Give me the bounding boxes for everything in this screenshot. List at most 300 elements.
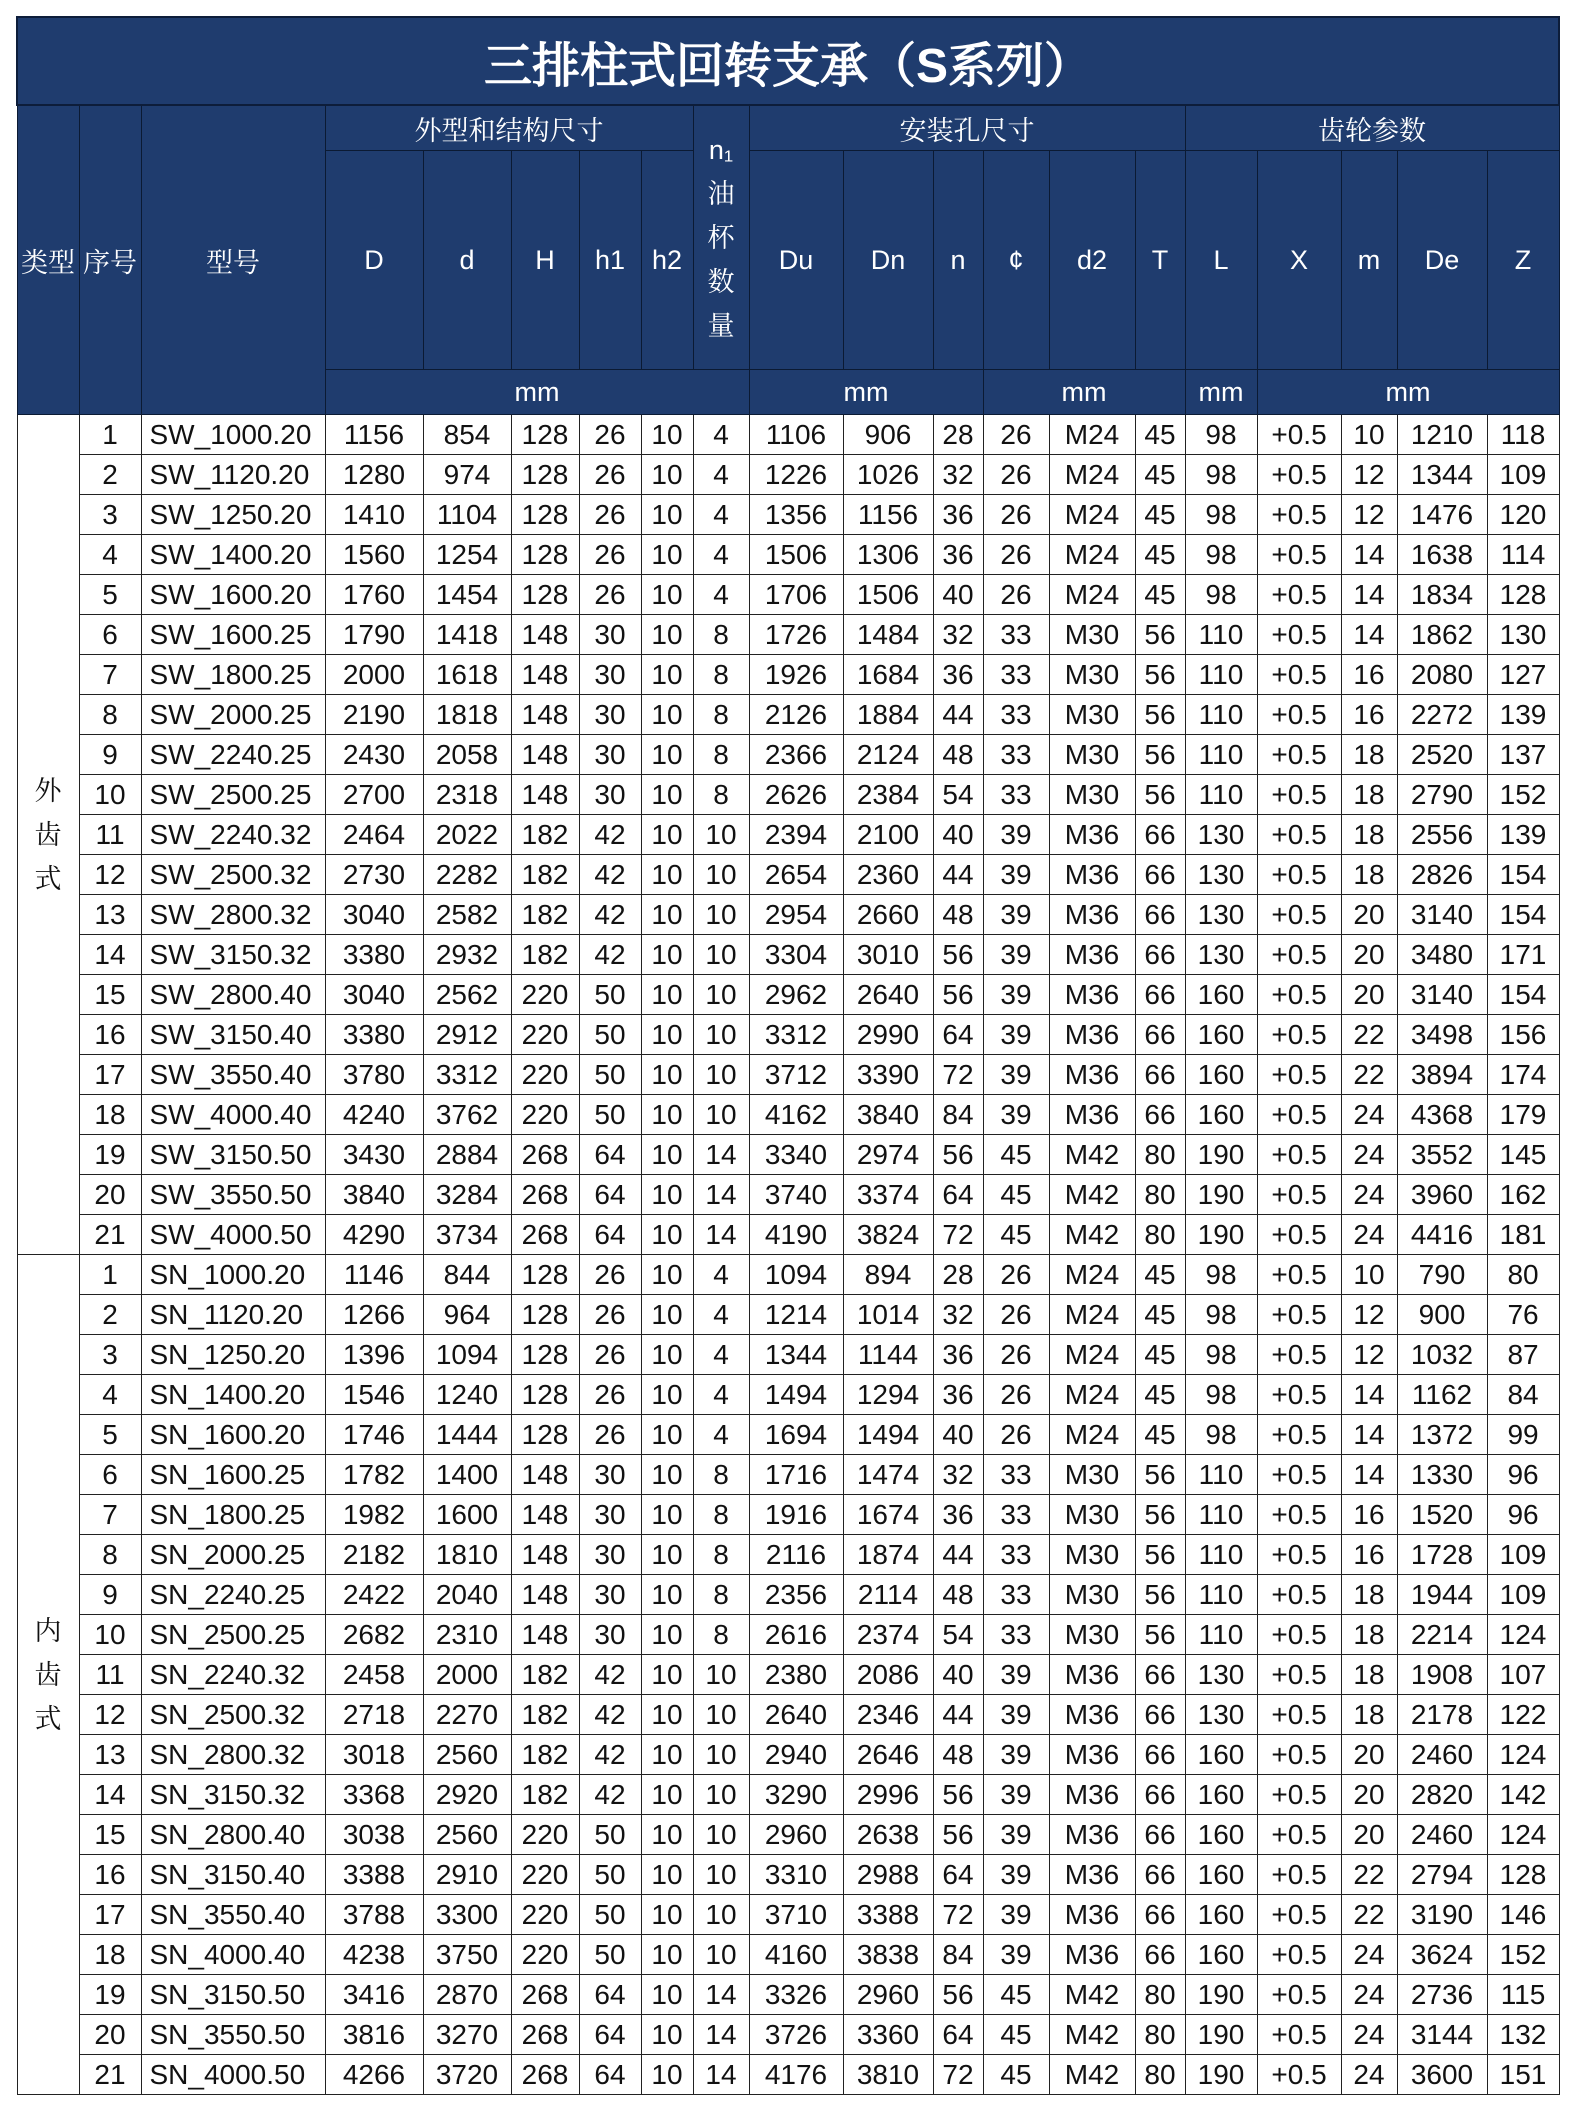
table-cell: M42 [1049, 1975, 1135, 2015]
table-cell: 54 [933, 775, 983, 815]
table-cell: 182 [511, 935, 579, 975]
table-cell: M36 [1049, 1775, 1135, 1815]
table-cell: 8 [79, 695, 141, 735]
table-cell: 1476 [1397, 495, 1487, 535]
table-cell: 10 [641, 415, 693, 455]
table-cell: 98 [1185, 1255, 1257, 1295]
table-cell: 2178 [1397, 1695, 1487, 1735]
table-cell: 10 [693, 1015, 749, 1055]
table-cell: 124 [1487, 1815, 1559, 1855]
table-cell: 1618 [423, 655, 511, 695]
table-cell: 110 [1185, 775, 1257, 815]
table-cell: 128 [511, 1255, 579, 1295]
table-cell: 2700 [325, 775, 423, 815]
table-cell: 14 [1341, 1415, 1397, 1455]
table-cell: 1674 [843, 1495, 933, 1535]
table-cell: 2960 [843, 1975, 933, 2015]
table-cell: 2214 [1397, 1615, 1487, 1655]
model-cell: SW_1600.25 [141, 615, 325, 655]
model-cell: SN_3150.50 [141, 1975, 325, 2015]
table-cell: 181 [1487, 1215, 1559, 1255]
header-h2: h2 [641, 151, 693, 370]
header-model: 型号 [141, 105, 325, 415]
table-cell: M30 [1049, 1455, 1135, 1495]
table-cell: 72 [933, 1215, 983, 1255]
table-cell: 17 [79, 1055, 141, 1095]
table-cell: 4240 [325, 1095, 423, 1135]
model-cell: SN_1400.20 [141, 1375, 325, 1415]
table-cell: 8 [693, 1455, 749, 1495]
table-cell: 268 [511, 1975, 579, 2015]
model-cell: SW_1000.20 [141, 415, 325, 455]
table-cell: 3734 [423, 1215, 511, 1255]
table-cell: 130 [1185, 855, 1257, 895]
table-cell: 26 [579, 1335, 641, 1375]
model-cell: SN_4000.50 [141, 2055, 325, 2095]
table-cell: 26 [579, 1295, 641, 1335]
table-cell: 42 [579, 1775, 641, 1815]
table-cell: M24 [1049, 415, 1135, 455]
type-char: 外 [34, 775, 62, 806]
table-cell: 1916 [749, 1495, 843, 1535]
table-cell: 110 [1185, 695, 1257, 735]
table-cell: 56 [1135, 695, 1185, 735]
table-cell: 24 [1341, 1135, 1397, 1175]
table-cell: 2932 [423, 935, 511, 975]
table-cell: 3780 [325, 1055, 423, 1095]
table-cell: 128 [511, 1335, 579, 1375]
table-cell: 39 [983, 975, 1049, 1015]
table-cell: 3838 [843, 1935, 933, 1975]
table-cell: 10 [641, 1775, 693, 1815]
table-cell: 3960 [1397, 1175, 1487, 1215]
table-cell: 15 [79, 975, 141, 1015]
table-cell: 16 [1341, 655, 1397, 695]
table-cell: M30 [1049, 1575, 1135, 1615]
table-row [17, 1535, 1559, 1575]
table-cell: 1214 [749, 1295, 843, 1335]
table-cell: 26 [983, 415, 1049, 455]
table-cell: 3840 [325, 1175, 423, 1215]
table-cell: 268 [511, 2015, 579, 2055]
table-cell: 2562 [423, 975, 511, 1015]
table-cell: 1 [79, 415, 141, 455]
header-n1-oil-cup-count [693, 105, 749, 370]
table-cell: 2990 [843, 1015, 933, 1055]
table-cell: 64 [933, 1855, 983, 1895]
table-cell: 26 [983, 495, 1049, 535]
table-cell: 2116 [749, 1535, 843, 1575]
table-cell: M42 [1049, 1175, 1135, 1215]
table-cell: 44 [933, 1535, 983, 1575]
table-cell: 39 [983, 815, 1049, 855]
table-cell: 56 [1135, 1455, 1185, 1495]
table-cell: 1874 [843, 1535, 933, 1575]
table-row [17, 415, 1559, 455]
type-cell [17, 415, 79, 1255]
table-cell: +0.5 [1257, 655, 1341, 695]
table-cell: 12 [79, 1695, 141, 1735]
table-cell: 3312 [749, 1015, 843, 1055]
table-cell: 3710 [749, 1895, 843, 1935]
table-cell: 1760 [325, 575, 423, 615]
table-cell: 32 [933, 455, 983, 495]
table-cell: +0.5 [1257, 1495, 1341, 1535]
table-cell: 128 [511, 495, 579, 535]
table-cell: 3284 [423, 1175, 511, 1215]
table-cell: 45 [1135, 1295, 1185, 1335]
header-seq: 序号 [79, 105, 141, 415]
model-cell: SW_3150.32 [141, 935, 325, 975]
table-cell: 13 [79, 895, 141, 935]
header-type: 类型 [17, 105, 79, 415]
table-cell: 48 [933, 1575, 983, 1615]
table-cell: 66 [1135, 1695, 1185, 1735]
table-cell: 3600 [1397, 2055, 1487, 2095]
table-cell: 110 [1185, 1455, 1257, 1495]
table-cell: 72 [933, 1055, 983, 1095]
table-cell: +0.5 [1257, 1775, 1341, 1815]
table-cell: 109 [1487, 1575, 1559, 1615]
table-cell: 19 [79, 1975, 141, 2015]
table-cell: 3038 [325, 1815, 423, 1855]
table-cell: 32 [933, 1295, 983, 1335]
table-cell: 26 [983, 575, 1049, 615]
table-cell: 10 [641, 1375, 693, 1415]
table-cell: 1372 [1397, 1415, 1487, 1455]
header-d: d [423, 151, 511, 370]
table-cell: 3762 [423, 1095, 511, 1135]
table-cell: 26 [983, 535, 1049, 575]
table-row [17, 1255, 1559, 1295]
header-n1-char: 量 [707, 310, 735, 341]
table-cell: 10 [641, 535, 693, 575]
table-cell: 1782 [325, 1455, 423, 1495]
table-cell: 1474 [843, 1455, 933, 1495]
table-row [17, 1055, 1559, 1095]
table-cell: M36 [1049, 935, 1135, 975]
table-cell: 114 [1487, 535, 1559, 575]
header-h1: h1 [579, 151, 641, 370]
model-cell: SN_2800.32 [141, 1735, 325, 1775]
table-cell: 3040 [325, 975, 423, 1015]
table-cell: 2430 [325, 735, 423, 775]
table-cell: 26 [983, 455, 1049, 495]
table-cell: 84 [933, 1095, 983, 1135]
model-cell: SW_3150.40 [141, 1015, 325, 1055]
table-cell: 96 [1487, 1455, 1559, 1495]
table-cell: 2960 [749, 1815, 843, 1855]
table-cell: 45 [983, 1135, 1049, 1175]
table-cell: 20 [1341, 1815, 1397, 1855]
header-m: m [1341, 151, 1397, 370]
table-cell: 1162 [1397, 1375, 1487, 1415]
table-cell: M30 [1049, 1615, 1135, 1655]
table-cell: 4 [79, 1375, 141, 1415]
table-cell: 139 [1487, 815, 1559, 855]
table-cell: 128 [1487, 575, 1559, 615]
table-row [17, 535, 1559, 575]
table-cell: 3788 [325, 1895, 423, 1935]
table-row [17, 975, 1559, 1015]
table-cell: 26 [579, 575, 641, 615]
table-cell: 2356 [749, 1575, 843, 1615]
table-cell: 10 [693, 975, 749, 1015]
table-cell: 128 [1487, 1855, 1559, 1895]
table-cell: 1790 [325, 615, 423, 655]
table-cell: 39 [983, 1055, 1049, 1095]
table-cell: 1454 [423, 575, 511, 615]
table-cell: 4162 [749, 1095, 843, 1135]
table-cell: 45 [1135, 535, 1185, 575]
table-cell: 1356 [749, 495, 843, 535]
table-row [17, 735, 1559, 775]
table-cell: M36 [1049, 975, 1135, 1015]
table-cell: 16 [79, 1015, 141, 1055]
table-cell: 110 [1185, 615, 1257, 655]
table-cell: 1266 [325, 1295, 423, 1335]
table-cell: 96 [1487, 1495, 1559, 1535]
header-T: T [1135, 151, 1185, 370]
table-cell: 2820 [1397, 1775, 1487, 1815]
table-cell: 1240 [423, 1375, 511, 1415]
table-cell: 2460 [1397, 1815, 1487, 1855]
table-cell: 84 [933, 1935, 983, 1975]
table-cell: 5 [79, 1415, 141, 1455]
table-cell: 2736 [1397, 1975, 1487, 2015]
table-cell: 10 [641, 1015, 693, 1055]
table-cell: 2884 [423, 1135, 511, 1175]
unit-install-a: mm [749, 370, 983, 415]
model-cell: SW_2800.32 [141, 895, 325, 935]
table-cell: 160 [1185, 1815, 1257, 1855]
table-cell: +0.5 [1257, 815, 1341, 855]
type-cell [17, 1255, 79, 2095]
table-cell: 128 [511, 1295, 579, 1335]
table-cell: 42 [579, 1695, 641, 1735]
model-cell: SN_1600.25 [141, 1455, 325, 1495]
header-n1-char: 杯 [707, 222, 735, 253]
model-cell: SN_1000.20 [141, 1255, 325, 1295]
table-cell: 179 [1487, 1095, 1559, 1135]
table-cell: 80 [1135, 1175, 1185, 1215]
table-cell: 1506 [843, 575, 933, 615]
table-cell: 33 [983, 1615, 1049, 1655]
table-cell: 10 [641, 975, 693, 1015]
table-cell: 174 [1487, 1055, 1559, 1095]
table-cell: 109 [1487, 455, 1559, 495]
table-cell: 2310 [423, 1615, 511, 1655]
table-cell: 10 [641, 1695, 693, 1735]
table-cell: 20 [79, 2015, 141, 2055]
table-cell: 33 [983, 655, 1049, 695]
table-cell: 130 [1185, 935, 1257, 975]
table-cell: 56 [1135, 735, 1185, 775]
table-cell: 122 [1487, 1695, 1559, 1735]
table-cell: M30 [1049, 695, 1135, 735]
table-cell: 56 [1135, 1575, 1185, 1615]
table-row [17, 1575, 1559, 1615]
table-cell: 36 [933, 655, 983, 695]
table-cell: 10 [641, 735, 693, 775]
table-cell: 1144 [843, 1335, 933, 1375]
table-cell: 14 [1341, 535, 1397, 575]
table-cell: 56 [933, 1975, 983, 2015]
table-cell: M36 [1049, 815, 1135, 855]
model-cell: SN_2240.32 [141, 1655, 325, 1695]
table-cell: 1726 [749, 615, 843, 655]
table-cell: 7 [79, 655, 141, 695]
table-row [17, 615, 1559, 655]
table-cell: 3140 [1397, 975, 1487, 1015]
table-cell: 10 [693, 1935, 749, 1975]
table-cell: 3712 [749, 1055, 843, 1095]
table-cell: 2616 [749, 1615, 843, 1655]
table-cell: 45 [1135, 455, 1185, 495]
table-row [17, 495, 1559, 535]
table-cell: 11 [79, 1655, 141, 1695]
table-cell: 45 [983, 1215, 1049, 1255]
table-cell: 2272 [1397, 695, 1487, 735]
model-cell: SW_1800.25 [141, 655, 325, 695]
table-cell: +0.5 [1257, 1295, 1341, 1335]
table-cell: 80 [1487, 1255, 1559, 1295]
table-cell: 56 [933, 1815, 983, 1855]
table-cell: 24 [1341, 1175, 1397, 1215]
table-cell: 2560 [423, 1735, 511, 1775]
table-cell: 1728 [1397, 1535, 1487, 1575]
table-cell: 4160 [749, 1935, 843, 1975]
table-cell: +0.5 [1257, 1215, 1341, 1255]
table-cell: 8 [693, 1495, 749, 1535]
table-cell: 115 [1487, 1975, 1559, 2015]
table-cell: 148 [511, 735, 579, 775]
table-cell: 2718 [325, 1695, 423, 1735]
table-cell: 39 [983, 855, 1049, 895]
table-cell: 900 [1397, 1295, 1487, 1335]
table-cell: 10 [641, 1415, 693, 1455]
table-body [17, 415, 1559, 2095]
table-cell: 2000 [325, 655, 423, 695]
table-cell: 45 [1135, 415, 1185, 455]
table-cell: 26 [983, 1415, 1049, 1455]
table-cell: 24 [1341, 1095, 1397, 1135]
table-cell: M36 [1049, 1935, 1135, 1975]
table-cell: 39 [983, 1015, 1049, 1055]
table-cell: 1546 [325, 1375, 423, 1415]
table-cell: 151 [1487, 2055, 1559, 2095]
table-cell: +0.5 [1257, 1335, 1341, 1375]
table-cell: 148 [511, 655, 579, 695]
table-cell: 10 [641, 575, 693, 615]
table-cell: 2560 [423, 1815, 511, 1855]
table-cell: 3624 [1397, 1935, 1487, 1975]
table-cell: 1280 [325, 455, 423, 495]
table-cell: 20 [1341, 935, 1397, 975]
header-n1-char: 数 [707, 266, 735, 297]
table-row [17, 575, 1559, 615]
model-cell: SN_2240.25 [141, 1575, 325, 1615]
table-cell: 98 [1185, 535, 1257, 575]
model-cell: SW_4000.50 [141, 1215, 325, 1255]
table-cell: 1094 [423, 1335, 511, 1375]
table-cell: 66 [1135, 1015, 1185, 1055]
table-cell: +0.5 [1257, 1935, 1341, 1975]
table-cell: 18 [1341, 1575, 1397, 1615]
table-cell: 32 [933, 615, 983, 655]
table-cell: 128 [511, 535, 579, 575]
table-cell: 2464 [325, 815, 423, 855]
table-cell: 3380 [325, 1015, 423, 1055]
table-cell: 10 [641, 455, 693, 495]
table-cell: 66 [1135, 1935, 1185, 1975]
table-cell: 2080 [1397, 655, 1487, 695]
table-cell: 790 [1397, 1255, 1487, 1295]
table-cell: 45 [983, 1175, 1049, 1215]
table-cell: 56 [933, 935, 983, 975]
table-cell: 98 [1185, 1415, 1257, 1455]
table-cell: +0.5 [1257, 1415, 1341, 1455]
table-cell: 15 [79, 1815, 141, 1855]
table-cell: 2374 [843, 1615, 933, 1655]
table-cell: 30 [579, 1575, 641, 1615]
header-Du: Du [749, 151, 843, 370]
table-cell: 10 [641, 1335, 693, 1375]
table-cell: 190 [1185, 1135, 1257, 1175]
table-title: 三排柱式回转支承（S系列） [17, 17, 1559, 105]
model-cell: SW_2800.40 [141, 975, 325, 1015]
table-cell: +0.5 [1257, 1375, 1341, 1415]
table-cell: 13 [79, 1735, 141, 1775]
table-cell: M36 [1049, 1055, 1135, 1095]
header-n: n [933, 151, 983, 370]
table-cell: 10 [641, 1935, 693, 1975]
table-cell: +0.5 [1257, 415, 1341, 455]
table-cell: 45 [983, 1975, 1049, 2015]
table-cell: 2124 [843, 735, 933, 775]
table-cell: 128 [511, 1415, 579, 1455]
table-cell: +0.5 [1257, 1455, 1341, 1495]
table-cell: 109 [1487, 1535, 1559, 1575]
table-cell: 220 [511, 1855, 579, 1895]
table-cell: 30 [579, 695, 641, 735]
table-cell: 30 [579, 615, 641, 655]
table-cell: 3894 [1397, 1055, 1487, 1095]
table-cell: 5 [79, 575, 141, 615]
table-cell: M24 [1049, 575, 1135, 615]
table-cell: 50 [579, 1815, 641, 1855]
table-cell: 1032 [1397, 1335, 1487, 1375]
table-cell: 45 [1135, 1335, 1185, 1375]
table-cell: 124 [1487, 1735, 1559, 1775]
table-cell: 3388 [843, 1895, 933, 1935]
table-cell: 1520 [1397, 1495, 1487, 1535]
table-cell: 1944 [1397, 1575, 1487, 1615]
table-cell: 3816 [325, 2015, 423, 2055]
table-cell: 156 [1487, 1015, 1559, 1055]
table-cell: 50 [579, 1895, 641, 1935]
table-cell: 3 [79, 1335, 141, 1375]
table-cell: 110 [1185, 1495, 1257, 1535]
table-cell: 110 [1185, 735, 1257, 775]
model-cell: SW_2500.32 [141, 855, 325, 895]
table-cell: 99 [1487, 1415, 1559, 1455]
table-cell: 2654 [749, 855, 843, 895]
table-cell: 1638 [1397, 535, 1487, 575]
table-cell: 10 [641, 1615, 693, 1655]
table-cell: 3390 [843, 1055, 933, 1095]
table-cell: 10 [641, 815, 693, 855]
